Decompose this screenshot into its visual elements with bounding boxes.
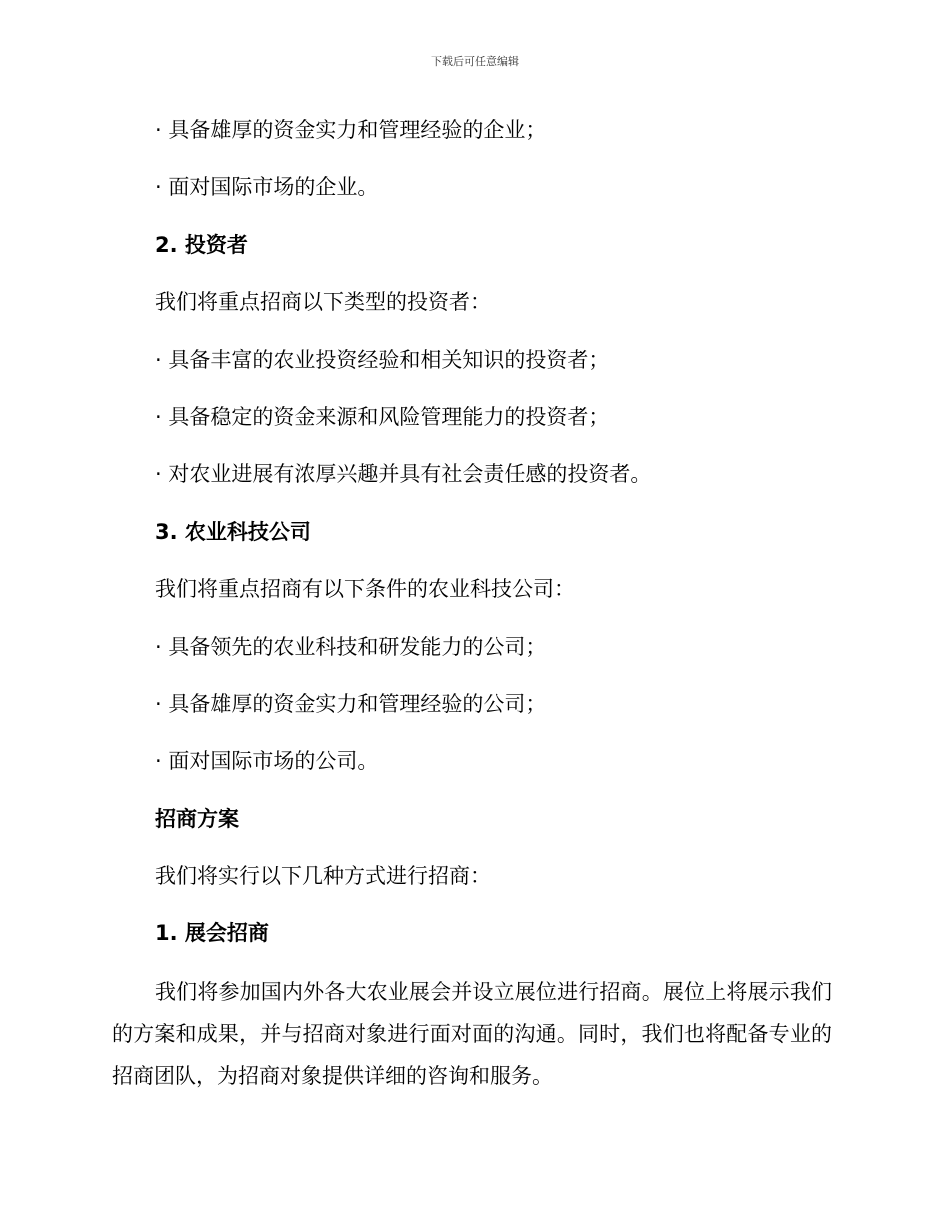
page-header-note: 下载后可任意编辑 xyxy=(431,55,519,68)
bullet-item: · 具备稳定的资金来源和风险管理能力的投资者； xyxy=(155,404,610,429)
bullet-item: · 面对国际市场的公司。 xyxy=(155,749,379,774)
intro-text: 我们将重点招商以下类型的投资者： xyxy=(155,290,491,315)
section-heading: 3. 农业科技公司 xyxy=(155,519,311,544)
section-heading: 2. 投资者 xyxy=(155,232,248,257)
bullet-item: · 具备领先的农业科技和研发能力的公司； xyxy=(155,634,547,659)
body-paragraph: 我们将参加国内外各大农业展会并设立展位进行招商。展位上将展示我们的方案和成果，并与招商对象进行面对面的沟通。同时，我们也将配备专业的招商团队，为招商对象提供详细的咨询和服务。 xyxy=(112,979,832,1088)
bullet-item: · 对农业进展有浓厚兴趣并具有社会责任感的投资者。 xyxy=(155,462,652,487)
document-body xyxy=(112,110,832,1097)
bullet-item: · 具备雄厚的资金实力和管理经验的企业； xyxy=(155,118,547,142)
intro-text: 我们将重点招商有以下条件的农业科技公司： xyxy=(155,577,575,602)
bullet-item: · 具备丰富的农业投资经验和相关知识的投资者； xyxy=(155,347,610,372)
intro-text: 我们将实行以下几种方式进行招商： xyxy=(155,864,491,889)
section-heading: 1. 展会招商 xyxy=(155,921,269,946)
bullet-item: · 具备雄厚的资金实力和管理经验的公司； xyxy=(155,691,547,716)
section-heading: 招商方案 xyxy=(155,806,239,831)
bullet-item: · 面对国际市场的企业。 xyxy=(155,175,379,200)
